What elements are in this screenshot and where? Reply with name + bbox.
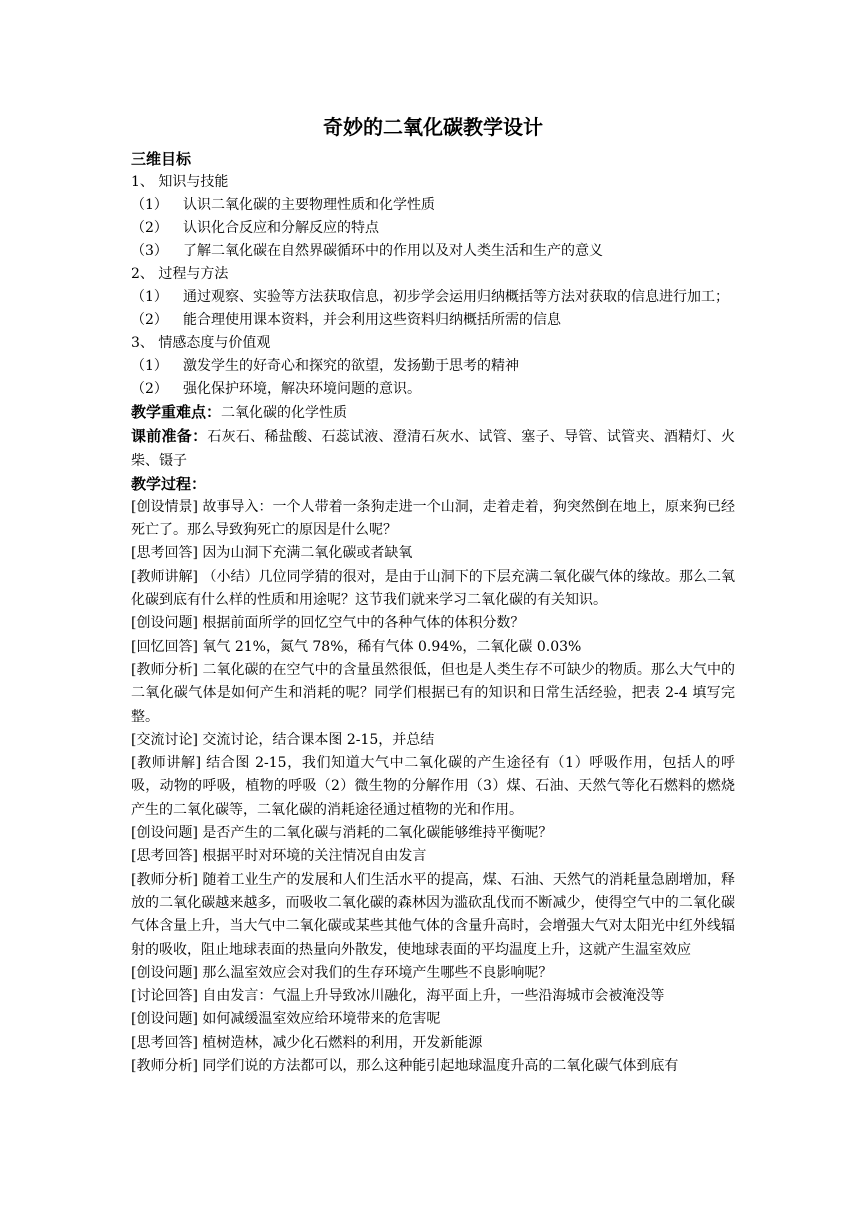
list-item: （1） 激发学生的好奇心和探究的欲望，发扬勤于思考的精神 [131,358,519,374]
key-point [131,401,735,425]
section-label: 2、 过程与方法 [131,266,229,282]
list-item: （1） 通过观察、实验等方法获取信息，初步学会运用归纳概括等方法对获取的信息进行加工； [131,289,729,305]
section-process-method [131,263,735,332]
process-paragraph: [教师分析] 二氧化碳的在空气中的含量虽然很低，但也是人类生存不可缺少的物质。那么大气中的二氧化碳气体是如何产生和消耗的呢？同学们根据已有的知识和日常生活经验，把表 2-4 填写完整。 [131,661,735,725]
process-paragraph: [交流讨论] 交流讨论，结合课本图 2-15，并总结 [131,731,435,748]
preparation [131,425,735,473]
document-page [131,112,735,1078]
process-paragraph: [思考回答] 因为山洞下充满二氧化碳或者缺氧 [131,545,413,562]
list-item: （3） 了解二氧化碳在自然界碳循环中的作用以及对人类生活和生产的意义 [131,243,603,259]
process-paragraph: [教师分析] 随着工业生产的发展和人们生活水平的提高，煤、石油、天然气的消耗量急剧增加，释放的二氧化碳越来越多，而吸收二氧化碳的森林因为滥砍乱伐而不断减少，使得空气中的二氧化碳气体含量上升，当大气中二氧化碳或某些其他气体的含量升高时，会增强大气对太阳光中红外线辐射的吸收，阻止地球表面的热量向外散发，使地球表面的平均温度上升，这就产生温室效应 [131,871,735,958]
process-paragraph: [创设问题] 是否产生的二氧化碳与消耗的二氧化碳能够维持平衡呢？ [131,825,553,842]
process-paragraph: [教师分析] 同学们说的方法都可以，那么这种能引起地球温度升高的二氧化碳气体到底有 [131,1058,679,1075]
list-item: （2） 认识化合反应和分解反应的特点 [131,220,379,236]
process-heading: 教学过程： [131,474,207,493]
key-point-label: 教学重难点： [131,403,222,421]
process-paragraph: [教师讲解] （小结）几位同学猜的很对，是由于山洞下的下层充满二氧化碳气体的缘故。那么二氧化碳到底有什么样的性质和用途呢？这节我们就来学习二氧化碳的有关知识。 [131,568,735,609]
process-paragraph: [回忆回答] 氧气 21%，氮气 78%，稀有气体 0.94%，二氧化碳 0.03% [131,638,582,655]
process-paragraph: [讨论回答] 自由发言：气温上升导致冰川融化，海平面上升，一些沿海城市会被淹没等 [131,988,665,1005]
section-knowledge [131,171,735,263]
process-paragraph: [思考回答] 植树造林，减少化石燃料的利用，开发新能源 [131,1034,483,1051]
section-label: 3、 情感态度与价值观 [131,335,271,351]
list-item: （2） 能合理使用课本资料，并会利用这些资料归纳概括所需的信息 [131,312,561,328]
key-point-text: 二氧化碳的化学性质 [221,405,348,421]
prep-text: 石灰石、稀盐酸、石蕊试液、澄清石灰水、试管、塞子、导管、试管夹、酒精灯、火柴、镊子 [131,429,735,469]
list-item: （1） 认识二氧化碳的主要物理性质和化学性质 [131,197,435,213]
list-item: （2） 强化保护环境，解决环境问题的意识。 [131,381,421,397]
process-paragraph: [创设问题] 那么温室效应会对我们的生存环境产生哪些不良影响呢？ [131,964,553,981]
goals-heading: 三维目标 [131,150,192,168]
prep-label: 课前准备： [131,427,208,446]
process-paragraph: [创设情景] 故事导入：一个人带着一条狗走进一个山洞，走着走着，狗突然倒在地上，原来狗已经死亡了。那么导致狗死亡的原因是什么呢？ [131,498,735,539]
section-label: 1、 知识与技能 [131,174,229,190]
process-paragraph: [创设问题] 如何减缓温室效应给环境带来的危害呢 [131,1011,441,1028]
section-attitude [131,332,735,401]
process-paragraph: [思考回答] 根据平时对环境的关注情况自由发言 [131,848,427,865]
process-paragraph: [创设问题] 根据前面所学的回忆空气中的各种气体的体积分数？ [131,615,525,632]
process-paragraph: [教师讲解] 结合图 2-15，我们知道大气中二氧化碳的产生途径有（1）呼吸作用，包括人的呼吸，动物的呼吸，植物的呼吸（2）微生物的分解作用（3）煤、石油、天然气等化石燃料的燃烧产生的二氧化碳等，二氧化碳的消耗途径通过植物的光和作用。 [131,755,735,818]
document-title: 奇妙的二氧化碳教学设计 [323,115,543,139]
process-list [131,496,735,1078]
